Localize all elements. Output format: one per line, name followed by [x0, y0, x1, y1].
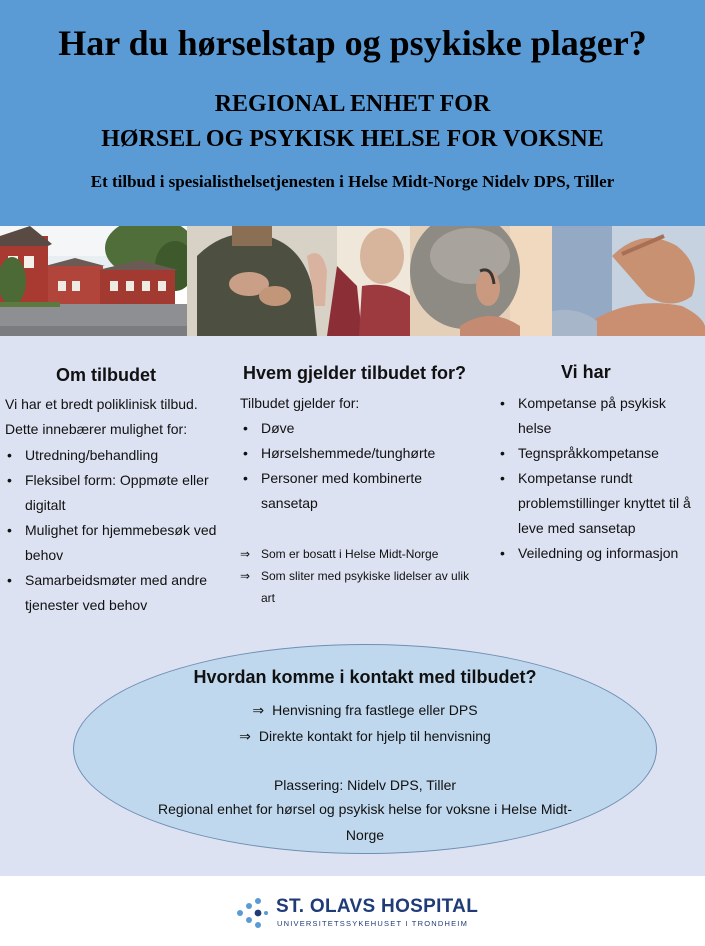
vi-har-list	[497, 391, 702, 566]
unit-title-line1: REGIONAL ENHET FOR	[214, 91, 491, 117]
hvem-gjelder-list	[240, 416, 465, 516]
contact-heading: Hvordan komme i kontakt med tilbudet?	[193, 667, 537, 687]
om-tilbudet-heading: Om tilbudet	[56, 365, 156, 385]
list-item: • Mulighet for hjemmebesøk ved behov	[4, 518, 226, 568]
list-item: • Fleksibel form: Oppmøte eller digitalt	[4, 468, 226, 518]
list-item: • Kompetanse på psykisk helse	[497, 391, 702, 441]
om-tilbudet-intro	[5, 392, 230, 442]
unit-description-line1: Regional enhet for hørsel og psykisk helse for voksne i Helse Midt-	[158, 801, 572, 817]
om-intro-line2: Dette innebærer mulighet for:	[5, 421, 188, 437]
list-item: • Veiledning og informasjon	[497, 541, 702, 566]
sign-language-photo	[187, 226, 410, 336]
contact-item-text: Henvisning fra fastlege eller DPS	[272, 702, 478, 718]
hvem-intro: Tilbudet gjelder for:	[240, 395, 360, 411]
arrow-right-icon: ⇒	[252, 702, 265, 718]
om-tilbudet-list	[4, 443, 226, 618]
arrow-right-icon: ⇒	[239, 728, 251, 744]
list-item: • Personer med kombinerte sansetap	[240, 466, 465, 516]
location-text: Plassering: Nidelv DPS, Tiller	[273, 777, 457, 793]
main-title: Har du hørselstap og psykiske plager?	[58, 23, 647, 63]
list-item: • Kompetanse rundt problemstillinger knyttet til å leve med sansetap	[497, 466, 702, 541]
list-item: • Døve	[240, 416, 465, 441]
photo-strip	[0, 226, 705, 336]
contact-item-referral	[73, 702, 657, 719]
list-item: • Hørselshemmede/tunghørte	[240, 441, 465, 466]
vi-har-heading: Vi har	[561, 362, 611, 382]
logo-dots-icon	[236, 898, 268, 928]
unit-description-line2: Norge	[345, 827, 385, 843]
list-item: • Samarbeidsmøter med andre tjenester ved behov	[4, 568, 226, 618]
hearing-aid-photo	[410, 226, 552, 336]
list-item: • Utredning/behandling	[4, 443, 226, 468]
offer-subtitle: Et tilbud i spesialisthelsetjenesten i Helse Midt-Norge Nidelv DPS, Tiller	[90, 172, 615, 191]
list-item: ⇒ Som sliter med psykiske lidelser av ulik art	[240, 565, 475, 609]
hvem-gjelder-heading: Hvem gjelder tilbudet for?	[243, 363, 467, 383]
contact-item-text: Direkte kontakt for hjelp til henvisning	[258, 728, 491, 744]
list-item: • Tegnspråkkompetanse	[497, 441, 702, 466]
unit-title-line2: HØRSEL OG PSYKISK HELSE FOR VOKSNE	[101, 126, 604, 152]
om-intro-line1: Vi har et bredt poliklinisk tilbud.	[5, 396, 198, 412]
logo-subtitle: UNIVERSITETSSYKEHUSET I TRONDHEIM	[277, 919, 469, 928]
building-photo	[0, 226, 187, 336]
hvem-conditions-list	[240, 543, 475, 609]
hands-photo	[552, 226, 705, 336]
st-olavs-logo	[236, 894, 481, 934]
contact-item-direct	[73, 728, 657, 745]
list-item: ⇒ Som er bosatt i Helse Midt-Norge	[240, 543, 475, 565]
header-banner	[0, 0, 705, 226]
logo-name: ST. OLAVS HOSPITAL	[276, 896, 479, 917]
